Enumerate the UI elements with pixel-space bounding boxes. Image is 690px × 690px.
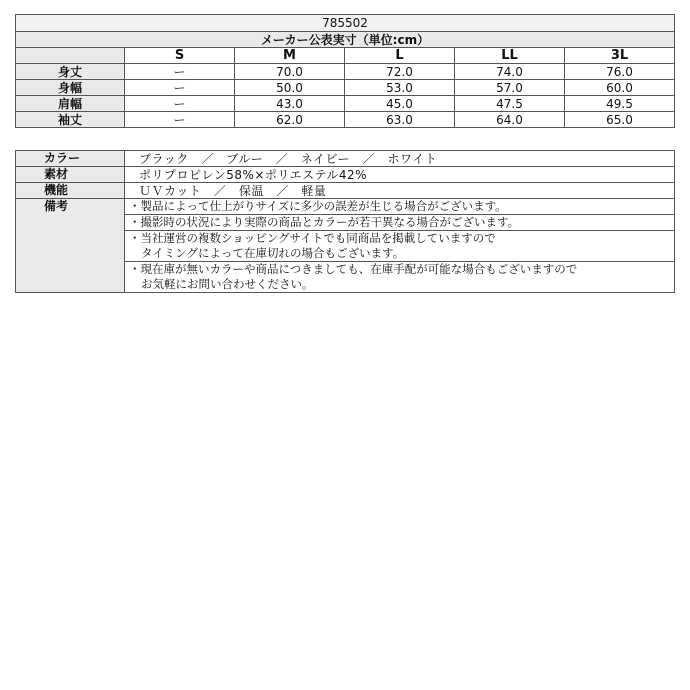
note-line: ・現在庫が無いカラーや商品につきましても、在庫手配が可能な場合もございますので (129, 262, 578, 276)
table-cell: 64.0 (455, 112, 565, 128)
function-value: ＵＶカット ／ 保温 ／ 軽量 (125, 183, 675, 199)
row-label: 肩幅 (16, 96, 125, 112)
row-label: 身幅 (16, 80, 125, 96)
table-row (16, 112, 675, 128)
notes-label: 備考 (16, 199, 125, 293)
row-label: 身丈 (16, 64, 125, 80)
note-line: ・撮影時の状況により実際の商品とカラーが若干異なる場合がございます。 (129, 215, 520, 229)
table-cell: 62.0 (235, 112, 345, 128)
note-item (125, 231, 675, 262)
note-line: お気軽にお問い合わせください。 (141, 277, 314, 291)
note-item (125, 199, 675, 215)
row-label: 袖丈 (16, 112, 125, 128)
size-table (15, 14, 675, 128)
table-cell: 76.0 (565, 64, 675, 80)
table-cell: 53.0 (345, 80, 455, 96)
size-header-m: M (235, 48, 345, 64)
note-line: タイミングによって在庫切れの場合もございます。 (141, 246, 405, 260)
table-cell: 50.0 (235, 80, 345, 96)
model-number: 785502 (16, 15, 675, 32)
note-line: ・当社運営の複数ショッピングサイトでも同商品を掲載していますので (129, 231, 496, 245)
function-row (16, 183, 675, 199)
note-item (125, 262, 675, 293)
material-row (16, 167, 675, 183)
table-cell: ー (125, 96, 235, 112)
table-cell: 49.5 (565, 96, 675, 112)
color-label: カラー (16, 151, 125, 167)
table-row (16, 64, 675, 80)
table-cell: 43.0 (235, 96, 345, 112)
table-cell: 74.0 (455, 64, 565, 80)
size-header-s: S (125, 48, 235, 64)
table-cell: 63.0 (345, 112, 455, 128)
table-cell: ー (125, 112, 235, 128)
table-cell: 65.0 (565, 112, 675, 128)
color-row (16, 151, 675, 167)
size-header-row (16, 48, 675, 64)
table-cell: 60.0 (565, 80, 675, 96)
table-cell: 72.0 (345, 64, 455, 80)
table-cell: ー (125, 64, 235, 80)
table-cell: 57.0 (455, 80, 565, 96)
size-table-caption-row (16, 32, 675, 48)
color-value: ブラック ／ ブルー ／ ネイビー ／ ホワイト (125, 151, 675, 167)
table-cell: 45.0 (345, 96, 455, 112)
size-header-ll: LL (455, 48, 565, 64)
notes-row (16, 199, 675, 215)
model-number-row (16, 15, 675, 32)
note-item (125, 215, 675, 231)
table-row (16, 96, 675, 112)
size-table-caption: メーカー公表実寸（単位:cm） (16, 32, 675, 48)
product-info-table (15, 150, 675, 293)
material-label: 素材 (16, 167, 125, 183)
size-header-l: L (345, 48, 455, 64)
note-line: ・製品によって仕上がりサイズに多少の誤差が生じる場合がございます。 (129, 199, 507, 213)
table-cell: ー (125, 80, 235, 96)
table-cell: 70.0 (235, 64, 345, 80)
table-cell: 47.5 (455, 96, 565, 112)
table-row (16, 80, 675, 96)
size-header-blank (16, 48, 125, 64)
function-label: 機能 (16, 183, 125, 199)
size-header-3l: 3L (565, 48, 675, 64)
material-value: ポリプロピレン58%×ポリエステル42% (125, 167, 675, 183)
